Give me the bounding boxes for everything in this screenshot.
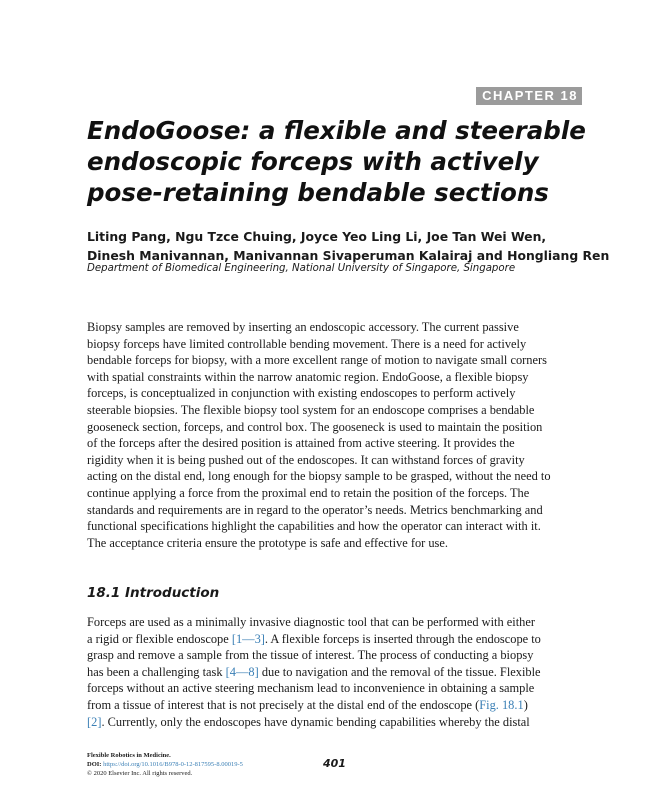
doi-link[interactable]: https://doi.org/10.1016/B978-0-12-817595-8.00019-5	[103, 761, 243, 768]
abstract-line: steerable biopsies. The flexible biopsy tool system for an endoscope comprises a bendable	[87, 402, 535, 417]
copyright: © 2020 Elsevier Inc. All rights reserved.	[87, 770, 193, 777]
abstract-line: continue applying a force from the proximal end to retain the position of the forceps. The	[87, 485, 530, 500]
intro-line	[87, 714, 587, 731]
abstract-line: acting on the distal end, long enough for the biopsy sample to be grasped, without the need to	[87, 469, 551, 484]
page-number: 401	[323, 757, 346, 770]
figure-link[interactable]: Fig. 18.1	[479, 697, 524, 712]
author-list	[87, 227, 610, 265]
intro-text: from a tissue of interest that is not precisely at the distal end of the endoscope (	[87, 697, 480, 712]
author-line: Dinesh Manivannan, Manivannan Sivaperuman Kalairaj and Hongliang Ren	[87, 248, 610, 263]
intro-line: forceps without an active steering mechanism lead to inconvenience in obtaining a sample	[87, 681, 535, 696]
citation-link[interactable]: [4—8]	[225, 664, 259, 679]
section-heading: 18.1 Introduction	[87, 585, 220, 601]
abstract-line: with spatial constraints within the narrow anatomic region. EndoGoose, a flexible biopsy	[87, 369, 529, 384]
abstract-line: bendable forceps for biopsy, with a more excellent range of motion to navigate small corners	[87, 353, 547, 368]
footer-publication-info	[87, 751, 243, 778]
title-line: pose-retaining bendable sections	[87, 178, 549, 207]
abstract-line: functional specifications highlight the capabilities and how the operator can interact with it.	[87, 519, 541, 534]
intro-line: Forceps are used as a minimally invasive diagnostic tool that can be performed with either	[87, 615, 535, 629]
intro-text: . Currently, only the endoscopes have dynamic bending capabilities whereby the distal	[101, 714, 530, 729]
intro-text: )	[523, 697, 528, 712]
author-line: Liting Pang, Ngu Tzce Chuing, Joyce Yeo Ling Li, Joe Tan Wei Wen,	[87, 229, 547, 244]
book-title: Flexible Robotics in Medicine.	[87, 752, 171, 759]
doi-line	[87, 760, 243, 769]
doi-label: DOI:	[87, 761, 104, 768]
intro-text: due to navigation and the removal of the tissue. Flexible	[258, 664, 541, 679]
abstract-line: biopsy forceps have limited controllable bending movement. There is a need for actively	[87, 336, 527, 351]
intro-line: grasp and remove a sample from the tissue of interest. The process of conducting a biopsy	[87, 648, 534, 663]
citation-link[interactable]: [2]	[87, 714, 102, 729]
abstract-line: rigidity when it is being pushed out of the endoscopes. It can withstand forces of gravity	[87, 452, 525, 467]
intro-line	[87, 664, 587, 681]
intro-line	[87, 631, 587, 648]
intro-text: a rigid or flexible endoscope	[87, 631, 232, 646]
affiliation: Department of Biomedical Engineering, National University of Singapore, Singapore	[87, 263, 516, 274]
intro-paragraph	[87, 614, 587, 730]
title-line: EndoGoose: a flexible and steerable	[87, 116, 586, 145]
abstract-line: forceps, is conceptualized in conjunction with existing endoscopes to perform actively	[87, 386, 516, 401]
abstract-line: The acceptance criteria ensure the prototype is safe and effective for use.	[87, 535, 448, 550]
intro-line	[87, 697, 587, 714]
abstract-line: Biopsy samples are removed by inserting an endoscopic accessory. The current passive	[87, 320, 519, 334]
title-line: endoscopic forceps with actively	[87, 147, 539, 176]
abstract-line: gooseneck section, forceps, and control box. The gooseneck is used to maintain the position	[87, 419, 543, 434]
citation-link[interactable]: [1—3]	[231, 631, 265, 646]
abstract-line: of the forceps after the desired position is attained from active steering. It provides the	[87, 436, 515, 451]
intro-text: . A flexible forceps is inserted through the endoscope to	[264, 631, 541, 646]
abstract-line: standards and requirements are in regard to the operator’s needs. Metrics benchmarking and	[87, 502, 543, 517]
intro-text: has been a challenging task	[87, 664, 226, 679]
abstract	[87, 319, 587, 551]
chapter-title	[87, 115, 586, 208]
chapter-label: CHAPTER 18	[476, 87, 582, 105]
